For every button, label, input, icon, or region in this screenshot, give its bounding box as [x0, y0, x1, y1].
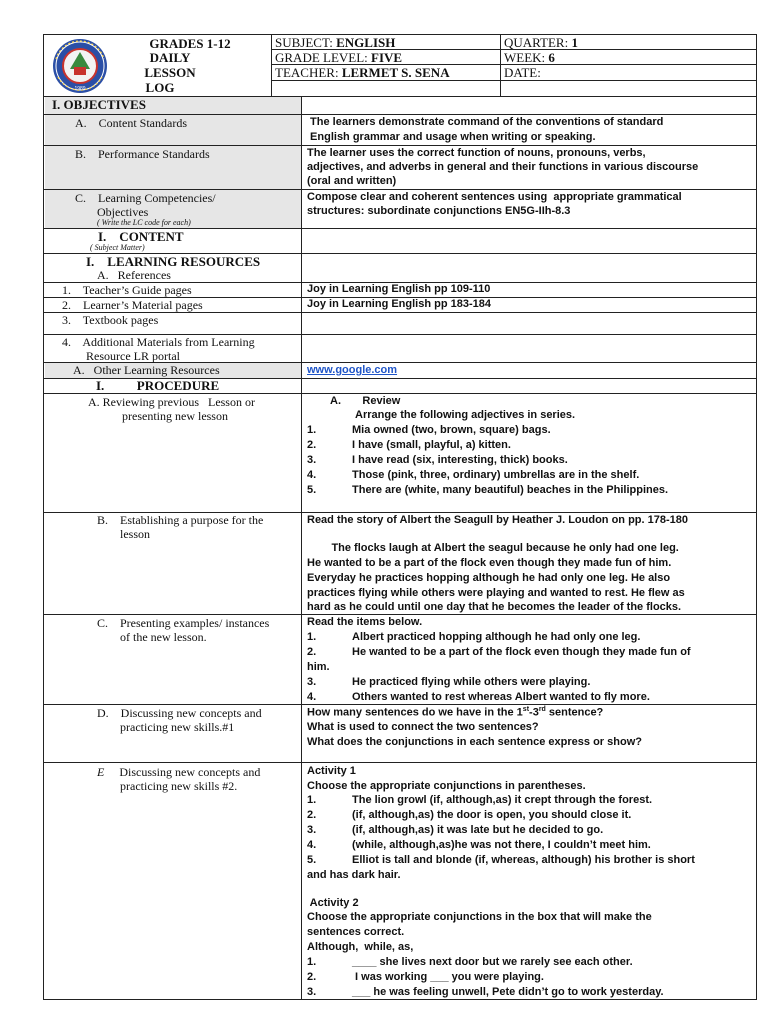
row-line [43, 189, 757, 190]
list-item [307, 794, 747, 809]
list-num: 2. [307, 646, 317, 658]
list-num: 4. [307, 691, 317, 703]
objectives-heading: I. OBJECTIVES [52, 97, 146, 112]
frame-left [43, 34, 44, 1000]
list-text: The lion growl (if, although,as) it crept through the forest. [352, 794, 653, 806]
list-item [307, 839, 747, 854]
list-item [307, 424, 747, 439]
grade-value: FIVE [371, 50, 403, 65]
list-text: ___ he was feeling unwell, Pete didn’t go to work yesterday. [352, 986, 664, 998]
question-1: How many sentences do we have in the 1st-3rd sentence? [307, 706, 604, 719]
story-intro: Read the story of Albert the Seagull by Heather J. Loudon on pp. 178-180 [307, 514, 688, 526]
additional-label: 4. Additional Materials from Learning [62, 335, 255, 349]
lesson-label: LESSON [144, 65, 196, 80]
tg-value: Joy in Learning English pp 109-110 [307, 283, 491, 295]
list-num: 4. [307, 469, 317, 481]
header-divider-1 [271, 34, 272, 96]
activity-2-title: Activity 2 [307, 897, 359, 909]
list-text: Mia owned (two, brown, square) bags. [352, 424, 551, 436]
procedure-b-label: B. Establishing a purpose for the [97, 513, 264, 527]
question-3: What does the conjunctions in each sentence express or show? [307, 736, 642, 748]
row-line [43, 762, 757, 763]
list-text: Those (pink, three, ordinary) umbrellas are in the shelf. [352, 469, 640, 481]
list-num: 3. [307, 824, 317, 836]
list-text: Albert practiced hopping although he had only one leg. [352, 631, 641, 643]
performance-text-3: (oral and written) [307, 175, 397, 187]
story-line: practices flying while others were playing and wanted to rest. He flew as [307, 587, 685, 599]
list-num: 3. [307, 986, 317, 998]
list-item [307, 956, 747, 971]
content-standards-text: The learners demonstrate command of the conventions of standard [307, 116, 664, 128]
log-label: LOG [145, 80, 175, 95]
activity-1-list [307, 794, 747, 884]
activity-2-word-box: Although, while, as, [307, 941, 414, 953]
frame-top [43, 34, 757, 35]
procedure-e-text: Discussing new concepts and [104, 765, 261, 779]
list-num: 1. [307, 794, 317, 806]
teacher-field [275, 65, 450, 81]
question-2: What is used to connect the two sentences? [307, 721, 539, 733]
row-line [43, 114, 757, 115]
subject-label: SUBJECT: [275, 35, 333, 50]
list-text: I have read (six, interesting, thick) books. [352, 454, 568, 466]
row-line [43, 145, 757, 146]
list-item [307, 676, 747, 691]
grade-label: GRADE LEVEL: [275, 50, 368, 65]
teacher-value: LERMET S. SENA [341, 65, 450, 80]
content-sub: ( Subject Matter) [90, 243, 145, 252]
story-line: The flocks laugh at Albert the seagul because he only had one leg. [307, 542, 679, 554]
procedure-heading: I. PROCEDURE [96, 378, 220, 393]
references-label: A. References [97, 268, 171, 282]
week-value: 6 [548, 50, 555, 65]
svg-text:1989: 1989 [74, 86, 86, 92]
additional-label-2: Resource LR portal [86, 349, 180, 363]
list-num: 1. [307, 424, 317, 436]
list-num: 4. [307, 839, 317, 851]
examples-list [307, 631, 747, 706]
frame-right [756, 34, 757, 1000]
list-item [307, 661, 747, 676]
procedure-c-label: C. Presenting examples/ instances [97, 616, 270, 630]
performance-text-2: adjectives, and adverbs in general and their functions in various discourse [307, 161, 699, 173]
list-item [307, 631, 747, 646]
competencies-note: ( Write the LC code for each) [97, 218, 191, 227]
other-resources-label: A. Other Learning Resources [73, 363, 220, 377]
activity-2-intro-2: sentences correct. [307, 926, 405, 938]
procedure-e-letter: E [97, 765, 105, 779]
list-item [307, 469, 747, 484]
procedure-e-label [97, 765, 260, 780]
teacher-label: TEACHER: [275, 65, 339, 80]
lm-value: Joy in Learning English pp 183-184 [307, 298, 491, 310]
subject-value: ENGLISH [336, 35, 396, 50]
list-item [307, 824, 747, 839]
lm-label: 2. Learner’s Material pages [62, 298, 203, 312]
procedure-d-label-2: practicing new skills.#1 [120, 720, 235, 734]
grades-label: GRADES 1-12 [149, 36, 231, 51]
list-text: ____ she lives next door but we rarely see each other. [352, 956, 633, 968]
resources-heading: I. LEARNING RESOURCES [86, 254, 261, 269]
list-text: Others wanted to rest whereas Albert wanted to fly more. [352, 691, 650, 703]
list-num: 1. [307, 956, 317, 968]
list-num: 3. [307, 454, 317, 466]
header-divider-2 [500, 34, 501, 96]
competencies-text-2: structures: subordinate conjunctions EN5G-IIh-8.3 [307, 205, 571, 217]
review-list [307, 424, 747, 499]
date-field [504, 65, 541, 81]
list-item [307, 691, 747, 706]
textbook-label: 3. Textbook pages [62, 313, 159, 327]
content-standards-text-2: English grammar and usage when writing or speaking. [307, 131, 596, 143]
week-field [504, 50, 555, 66]
list-item [307, 439, 747, 454]
review-title: A. Review [330, 395, 401, 407]
subject-field [275, 35, 395, 51]
content-standards-label: A. Content Standards [75, 116, 187, 130]
row-line [43, 614, 757, 615]
procedure-e-label-2: practicing new skills #2. [120, 779, 238, 793]
story-line: He wanted to be a part of the flock even though they made fun of him. [307, 557, 672, 569]
list-num: 3. [307, 676, 317, 688]
review-intro: Arrange the following adjectives in series. [355, 409, 576, 421]
date-label: DATE: [504, 65, 541, 80]
list-text: There are (white, many beautiful) beaches in the Philippines. [352, 484, 669, 496]
quarter-field [504, 35, 578, 51]
list-text: I was working ___ you were playing. [352, 971, 544, 983]
competencies-label: C. Learning Competencies/ [75, 191, 216, 205]
list-text: I have (small, playful, a) kitten. [352, 439, 511, 451]
list-num: 1. [307, 631, 317, 643]
procedure-a-label-2: presenting new lesson [122, 409, 228, 423]
procedure-c-label-2: of the new lesson. [120, 630, 207, 644]
list-text: He practiced flying while others were playing. [352, 676, 591, 688]
list-item [307, 646, 747, 661]
list-num: 5. [307, 854, 317, 866]
grade-field [275, 50, 402, 66]
list-num: 5. [307, 484, 317, 496]
activity-1-intro: Choose the appropriate conjunctions in parentheses. [307, 780, 586, 792]
list-item [307, 986, 747, 1001]
list-item [307, 809, 747, 824]
list-text: He wanted to be a part of the flock even though they made fun of [352, 646, 691, 658]
story-line: hard as he could until one day that he becomes the leader of the flocks. [307, 601, 682, 613]
activity-2-list [307, 956, 747, 1001]
week-label: WEEK: [504, 50, 546, 65]
list-text: (while, although,as)he was not there, I couldn’t meet him. [352, 839, 651, 851]
story-line: Everyday he practices hopping although he had only one leg. He also [307, 572, 671, 584]
list-item [307, 484, 747, 499]
daily-label: DAILY [149, 50, 191, 65]
column-divider [301, 96, 302, 1000]
list-num: 2. [307, 439, 317, 451]
list-item [307, 971, 747, 986]
list-text: (if, although,as) it was late but he decided to go. [352, 824, 604, 836]
google-link[interactable]: www.google.com [307, 364, 398, 376]
quarter-label: QUARTER: [504, 35, 569, 50]
quarter-value: 1 [571, 35, 578, 50]
header-bottom [43, 96, 757, 97]
list-text: him. [307, 661, 330, 673]
list-text: (if, although,as) the door is open, you should close it. [352, 809, 632, 821]
examples-intro: Read the items below. [307, 616, 423, 628]
list-item [307, 854, 747, 869]
list-item [307, 454, 747, 469]
list-item [307, 869, 747, 884]
procedure-d-label: D. Discussing new concepts and [97, 706, 262, 720]
procedure-a-label: A. Reviewing previous Lesson or [88, 395, 255, 409]
content-heading: I. CONTENT [98, 229, 184, 244]
competencies-text: Compose clear and coherent sentences using appropriate grammatical [307, 191, 682, 203]
performance-standards-label: B. Performance Standards [75, 147, 210, 161]
procedure-b-label-2: lesson [120, 527, 150, 541]
list-text: and has dark hair. [307, 869, 401, 881]
list-num: 2. [307, 971, 317, 983]
performance-text: The learner uses the correct function of nouns, pronouns, verbs, [307, 147, 646, 159]
competencies-label-2: Objectives [97, 205, 149, 219]
list-num: 2. [307, 809, 317, 821]
activity-1-title: Activity 1 [307, 765, 356, 777]
list-text: Elliot is tall and blonde (if, whereas, although) his brother is short [352, 854, 695, 866]
activity-2-intro: Choose the appropriate conjunctions in the box that will make the [307, 911, 652, 923]
tg-label: 1. Teacher’s Guide pages [62, 283, 192, 297]
